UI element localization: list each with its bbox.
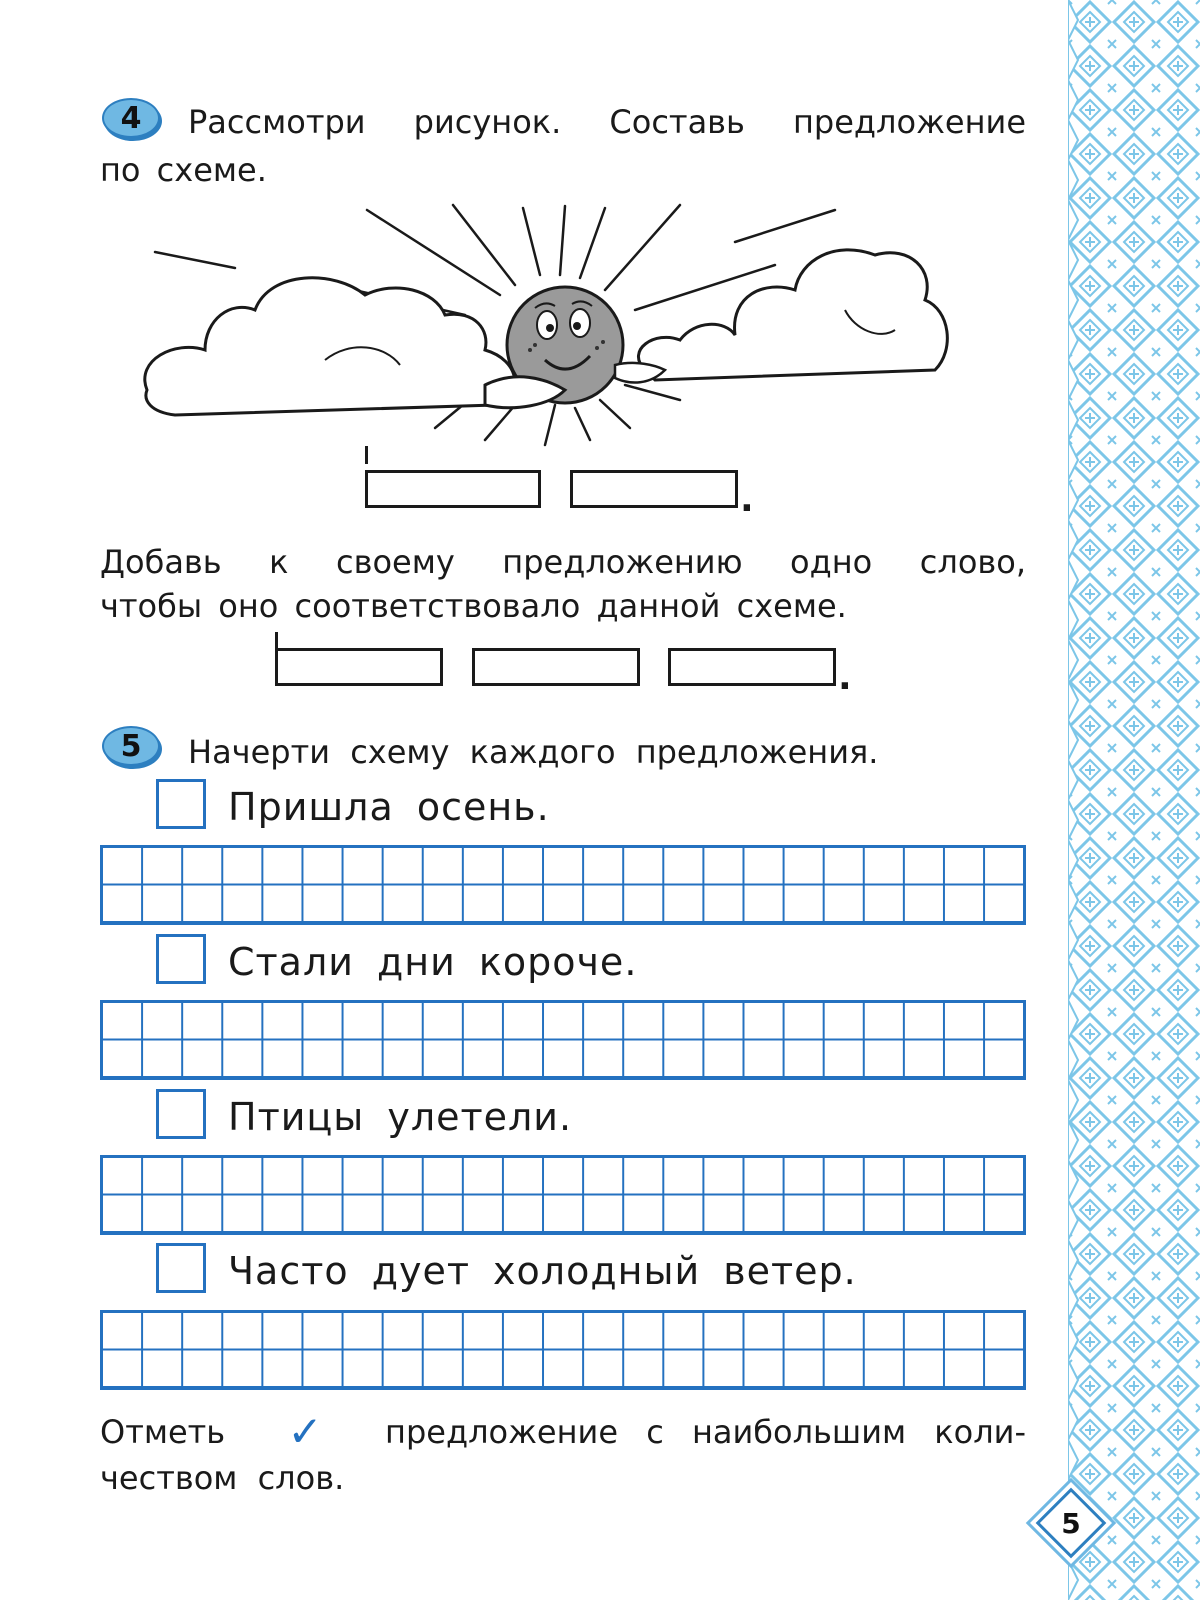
sentence-2: Стали дни короче. <box>228 940 638 984</box>
task-4-instruction-line1: Рассмотри рисунок. Составь предложение <box>188 103 1026 141</box>
sentence-3: Птицы улетели. <box>228 1095 573 1139</box>
scheme-capital-mark <box>365 446 368 464</box>
scheme-word-box <box>570 470 738 508</box>
task-4-number-badge: 4 <box>102 98 160 138</box>
task-5-footer-line1 <box>100 1407 1026 1456</box>
footer-text-rest: предложение с наибольшим коли- <box>385 1413 1026 1451</box>
sentence-checkbox[interactable] <box>156 1089 206 1139</box>
scheme-drawing-grid-1[interactable] <box>100 845 1026 925</box>
task-5-number-badge: 5 <box>102 726 160 766</box>
sun-clouds-illustration <box>135 200 975 450</box>
page-number <box>1036 1488 1106 1558</box>
task-4-add-word-line1: Добавь к своему предложению одно слово, <box>100 543 1026 581</box>
left-cloud <box>145 278 515 415</box>
task-5-instruction: Начерти схему каждого предложения. <box>188 733 879 771</box>
sentence-4: Часто дует холодный ветер. <box>228 1249 857 1293</box>
right-cloud <box>638 250 947 380</box>
checkmark-icon: ✓ <box>287 1407 323 1456</box>
scheme-word-box <box>365 470 541 508</box>
sentence-checkbox[interactable] <box>156 934 206 984</box>
task-4-instruction-line2: по схеме. <box>100 151 267 189</box>
task-4-add-word-line2: чтобы оно соответствовало данной схеме. <box>100 587 847 625</box>
scheme-period: . <box>838 657 852 698</box>
sentence-1: Пришла осень. <box>228 785 550 829</box>
scheme-word-box <box>472 648 640 686</box>
scheme-drawing-grid-2[interactable] <box>100 1000 1026 1080</box>
footer-text-mark: Отметь <box>100 1413 226 1451</box>
decorative-border <box>1068 0 1200 1600</box>
scheme-word-box <box>275 648 443 686</box>
task-5-footer-line2: чеством слов. <box>100 1459 345 1497</box>
scheme-drawing-grid-3[interactable] <box>100 1155 1026 1235</box>
sentence-checkbox[interactable] <box>156 1243 206 1293</box>
scheme-word-box <box>668 648 836 686</box>
scheme-drawing-grid-4[interactable] <box>100 1310 1026 1390</box>
scheme-period: . <box>740 479 754 520</box>
sentence-checkbox[interactable] <box>156 779 206 829</box>
page-number-text: 5 <box>1061 1506 1081 1540</box>
